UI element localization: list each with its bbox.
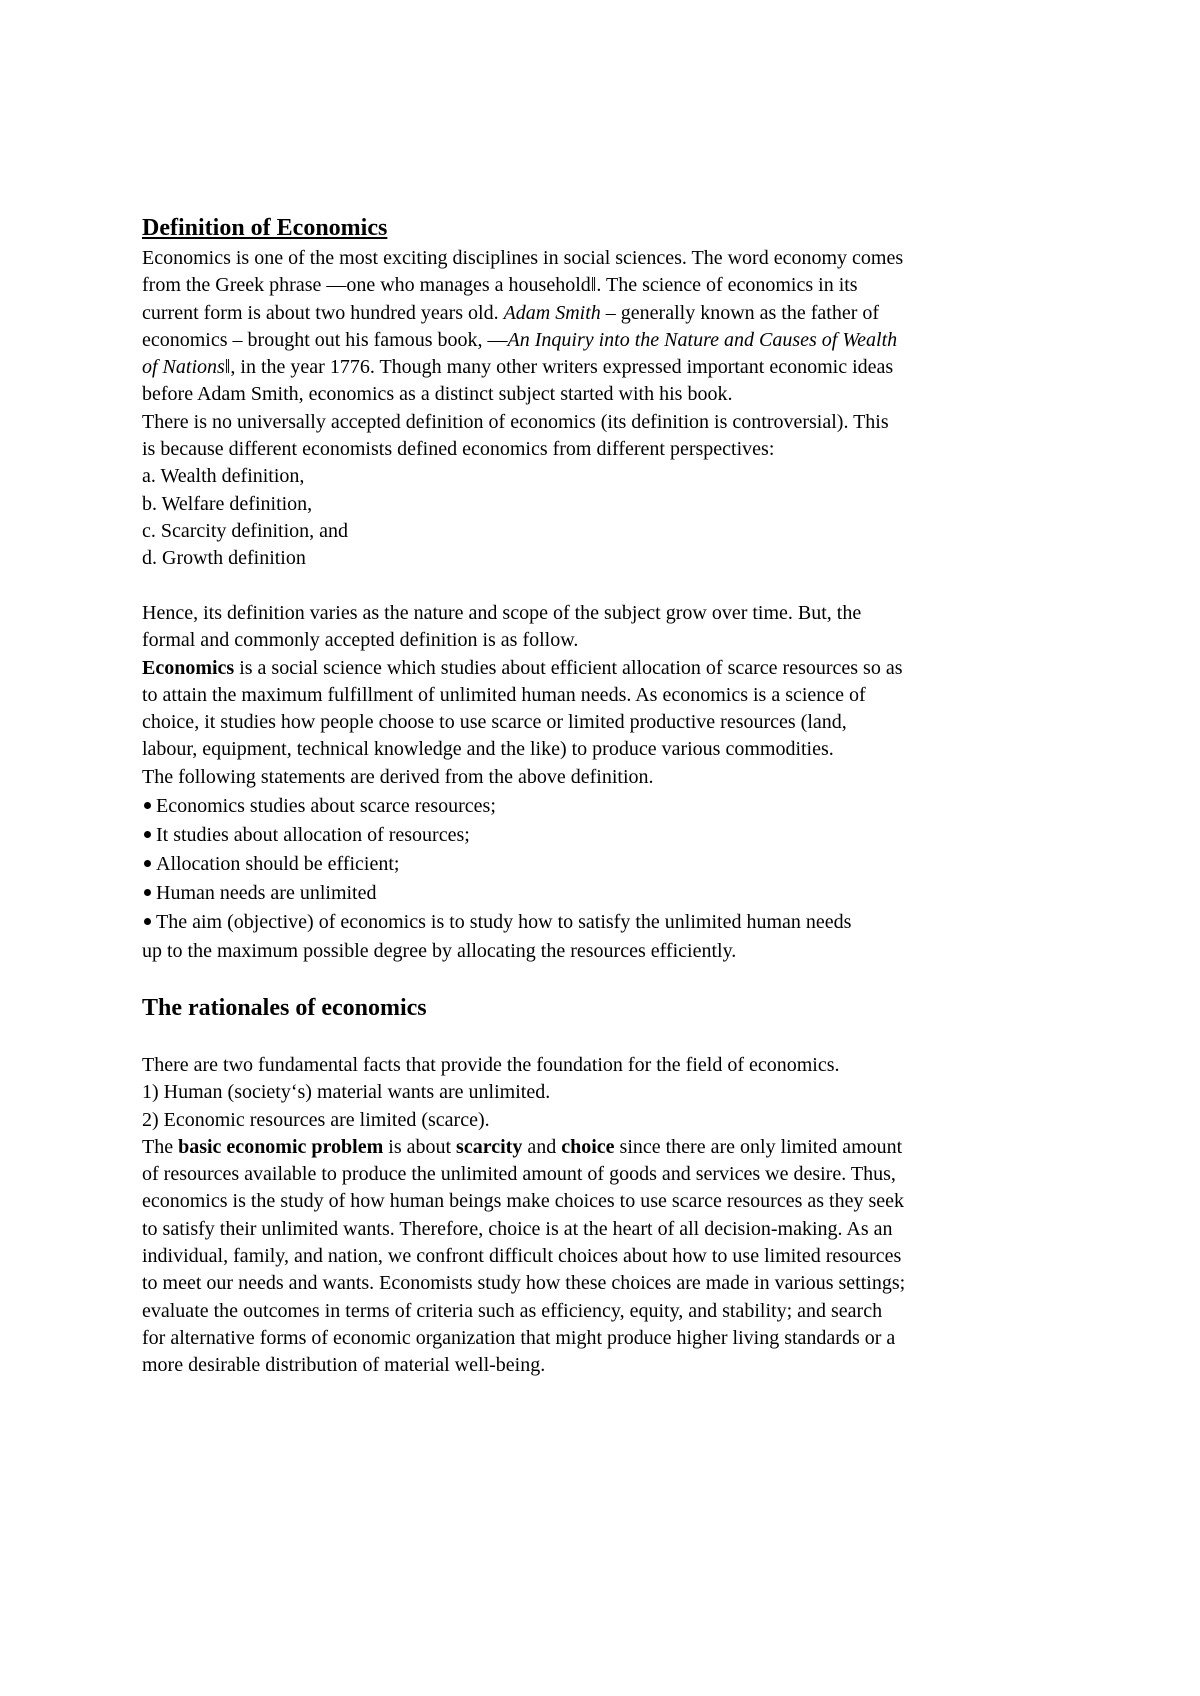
rationales-paragraph bbox=[142, 1052, 1062, 1380]
section-heading-definition: Definition of Economics bbox=[142, 215, 388, 241]
text-line: Hence, its definition varies as the nature and scope of the subject grow over time. But, the bbox=[142, 602, 862, 624]
text-line: individual, family, and nation, we confront difficult choices about how to use limited resources bbox=[142, 1245, 902, 1268]
bullet-item bbox=[142, 850, 1062, 879]
bullet-list bbox=[142, 792, 1062, 966]
text-line: choice, it studies how people choose to use scarce or limited productive resources (land, bbox=[142, 711, 847, 734]
bullet-icon bbox=[144, 802, 151, 809]
bold-term: Economics bbox=[142, 656, 235, 679]
bold-term: basic economic problem bbox=[178, 1135, 384, 1158]
text-span: is about bbox=[383, 1135, 457, 1158]
text-span: economics – brought out his famous book, bbox=[142, 328, 488, 351]
bullet-icon bbox=[144, 831, 151, 838]
bullet-text: The aim (objective) of economics is to study how to satisfy the unlimited human needs bbox=[156, 911, 852, 933]
text-span: – generally known as the father of bbox=[600, 301, 880, 324]
definition-paragraph bbox=[142, 245, 1062, 573]
text-line: There are two fundamental facts that provide the foundation for the field of economics. bbox=[142, 1054, 840, 1076]
italic-name: Adam Smith bbox=[503, 301, 601, 324]
text-span: and bbox=[522, 1135, 562, 1158]
bullet-icon bbox=[144, 860, 151, 867]
list-item: d. Growth definition bbox=[142, 547, 306, 570]
bullet-text: Economics studies about scarce resources; bbox=[156, 795, 496, 817]
italic-book-title: ―An Inquiry into the Nature and Causes of Wealth bbox=[487, 328, 898, 351]
bullet-text: Human needs are unlimited bbox=[156, 882, 377, 904]
bullet-item bbox=[142, 792, 1062, 821]
list-item: b. Welfare definition, bbox=[142, 492, 313, 515]
text-span: since there are only limited amount bbox=[614, 1135, 903, 1158]
bullet-item bbox=[142, 821, 1062, 850]
text-line: from the Greek phrase ―one who manages a household‖. The science of economics in its bbox=[142, 274, 858, 297]
list-item: c. Scarcity definition, and bbox=[142, 519, 349, 542]
text-line: of resources available to produce the unlimited amount of goods and services we desire. Thus, bbox=[142, 1163, 896, 1186]
text-line: to satisfy their unlimited wants. Therefore, choice is at the heart of all decision-making. As an bbox=[142, 1217, 893, 1240]
text-line: economics is the study of how human beings make choices to use scarce resources as they seek bbox=[142, 1190, 904, 1213]
text-line: The following statements are derived from the above definition. bbox=[142, 765, 654, 788]
bullet-text: Allocation should be efficient; bbox=[156, 853, 400, 875]
text-line: to meet our needs and wants. Economists study how these choices are made in various settings; bbox=[142, 1272, 906, 1295]
text-span: The bbox=[142, 1135, 179, 1158]
text-line bbox=[142, 1134, 1062, 1161]
list-item: a. Wealth definition, bbox=[142, 465, 305, 488]
text-line: evaluate the outcomes in terms of criteria such as efficiency, equity, and stability; and search bbox=[142, 1299, 883, 1322]
bold-term: choice bbox=[561, 1135, 615, 1158]
bold-term: scarcity bbox=[456, 1135, 523, 1158]
fact-item: 2) Economic resources are limited (scarce). bbox=[142, 1108, 490, 1131]
fact-item: 1) Human (society‘s) material wants are unlimited. bbox=[142, 1081, 551, 1104]
bullet-continuation: up to the maximum possible degree by allocating the resources efficiently. bbox=[142, 940, 737, 962]
text-line: There is no universally accepted definition of economics (its definition is controversial). This bbox=[142, 410, 889, 433]
bullet-icon bbox=[144, 918, 151, 925]
bullet-item bbox=[142, 908, 1062, 937]
text-span: is a social science which studies about efficient allocation of scarce resources so as bbox=[234, 656, 903, 679]
text-line: labour, equipment, technical knowledge and the like) to produce various commodities. bbox=[142, 738, 834, 761]
bullet-text: It studies about allocation of resources; bbox=[156, 824, 470, 846]
bullet-item bbox=[142, 879, 1062, 908]
italic-book-title: of Nations‖ bbox=[142, 356, 231, 379]
text-line: formal and commonly accepted definition is as follow. bbox=[142, 629, 579, 652]
definition-paragraph-2 bbox=[142, 600, 1062, 791]
text-line: before Adam Smith, economics as a distinct subject started with his book. bbox=[142, 383, 733, 406]
bullet-icon bbox=[144, 889, 151, 896]
section-heading-rationales: The rationales of economics bbox=[142, 995, 427, 1021]
text-line: to attain the maximum fulfillment of unlimited human needs. As economics is a science of bbox=[142, 683, 866, 706]
text-line: more desirable distribution of material well-being. bbox=[142, 1354, 546, 1377]
text-line bbox=[142, 655, 1062, 682]
text-line: for alternative forms of economic organization that might produce higher living standards or a bbox=[142, 1326, 896, 1349]
text-line bbox=[142, 300, 1062, 327]
text-span: , in the year 1776. Though many other writers expressed important economic ideas bbox=[230, 356, 894, 379]
text-line bbox=[142, 327, 1062, 354]
text-span: current form is about two hundred years old. bbox=[142, 301, 504, 324]
text-line: is because different economists defined economics from different perspectives: bbox=[142, 438, 775, 461]
text-line: Economics is one of the most exciting disciplines in social sciences. The word economy comes bbox=[142, 247, 904, 269]
text-line bbox=[142, 354, 1062, 381]
